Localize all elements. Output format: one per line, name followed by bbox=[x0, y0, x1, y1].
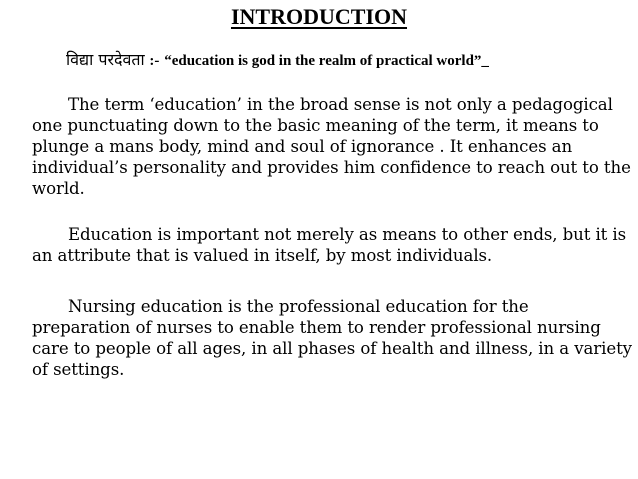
paragraph-education-definition: The term ‘education’ in the broad sense is not only a pedagogical one punctuating down to the basic meaning of the term, it means to plunge a mans body, mind and soul of ignorance . It enhances an individual’s personality and provides him confidence to reach out to the world. bbox=[32, 95, 631, 198]
subtitle-quote: “education is god in the realm of practical world”_ bbox=[164, 53, 489, 69]
subtitle-hindi: विद्या परदेवता bbox=[66, 50, 145, 69]
paragraph-education-importance: Education is important not merely as means to other ends, but it is an attribute that is valued in itself, by most individuals. bbox=[32, 225, 627, 265]
paragraph-nursing-education: Nursing education is the professional education for the preparation of nurses to enable them to render professional nursing care to people of all ages, in all phases of health and illness, in a variety of settings. bbox=[32, 297, 632, 379]
slide-title: INTRODUCTION bbox=[230, 4, 408, 29]
subtitle bbox=[66, 48, 636, 70]
subtitle-separator: :- bbox=[149, 53, 160, 69]
